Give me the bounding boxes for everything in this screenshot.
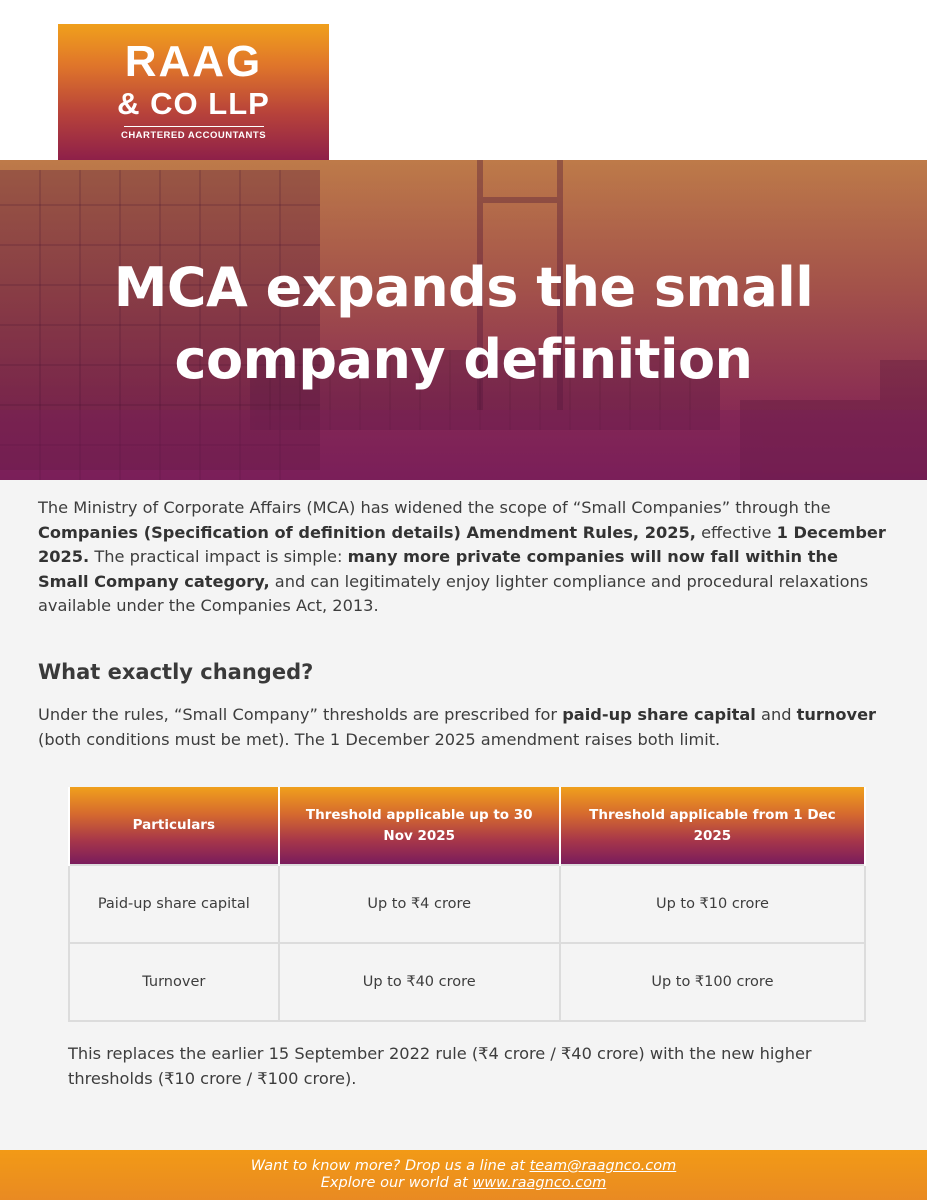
page-title-line-2: company definition	[174, 328, 753, 391]
footer-contact-line	[0, 1158, 927, 1175]
table-cell-old-value: Up to ₹40 crore	[279, 943, 560, 1021]
rules-text-1: Under the rules, “Small Company” thresholds are prescribed for	[38, 705, 563, 724]
hero-banner	[0, 160, 927, 480]
intro-text-1: The Ministry of Corporate Affairs (MCA) has widened the scope of “Small Companies” through the	[38, 498, 831, 517]
table-cell-old-value: Up to ₹4 crore	[279, 865, 560, 943]
table-header-particulars: Particulars	[69, 787, 279, 865]
thresholds-table	[68, 787, 866, 1022]
page-title-line-1: MCA expands the small	[113, 256, 814, 319]
intro-paragraph	[38, 496, 893, 619]
table-row	[69, 865, 865, 943]
intro-text-4: and can legitimately enjoy lighter compliance and procedural relaxations available under the Companies Act, 2013.	[38, 571, 869, 615]
logo-tagline: CHARTERED ACCOUNTANTS	[120, 130, 267, 141]
footer-website-text: Explore our world at	[320, 1175, 473, 1191]
table-cell-particular: Paid-up share capital	[69, 865, 279, 943]
footer-website-line	[0, 1175, 927, 1192]
summary-paragraph: This replaces the earlier 15 September 2022 rule (₹4 crore / ₹40 crore) with the new higher thresholds (₹10 crore / ₹100 crore).	[68, 1044, 812, 1088]
intro-impact: many more private companies will now fall within the Small Company category,	[38, 547, 838, 591]
intro-text-3: The practical impact is simple:	[89, 547, 348, 566]
intro-rules-name: Companies (Specification of definition details) Amendment Rules, 2025,	[38, 522, 696, 542]
table-cell-new-value: Up to ₹10 crore	[560, 865, 865, 943]
section-heading: What exactly changed?	[38, 660, 314, 684]
footer-contact-text: Want to know more? Drop us a line at	[250, 1158, 530, 1174]
table-header-row	[69, 787, 865, 865]
table-cell-particular: Turnover	[69, 943, 279, 1021]
footer-bar	[0, 1150, 927, 1200]
page-title	[0, 252, 927, 396]
rules-turnover-term: turnover	[796, 705, 877, 724]
table-header-old-threshold: Threshold applicable up to 30 Nov 2025	[279, 787, 560, 865]
website-link[interactable]: www.raagnco.com	[472, 1175, 607, 1191]
intro-effective-date: 1 December 2025.	[38, 522, 886, 566]
email-link[interactable]: team@raagnco.com	[529, 1158, 677, 1174]
table-cell-new-value: Up to ₹100 crore	[560, 943, 865, 1021]
rules-text-2: and	[755, 705, 797, 724]
raag-logo	[58, 24, 329, 160]
intro-text-2: effective	[695, 522, 777, 542]
table-header-new-threshold: Threshold applicable from 1 Dec 2025	[560, 787, 865, 865]
logo-firm-suffix: & CO LLP	[117, 86, 270, 121]
logo-wordmark: RAAG	[124, 37, 263, 86]
rules-capital-term: paid-up share capital	[562, 705, 756, 724]
logo-divider	[124, 126, 264, 127]
rules-paragraph	[38, 703, 893, 752]
table-row	[69, 943, 865, 1021]
rules-text-3: (both conditions must be met). The 1 December 2025 amendment raises both limit.	[38, 729, 721, 749]
